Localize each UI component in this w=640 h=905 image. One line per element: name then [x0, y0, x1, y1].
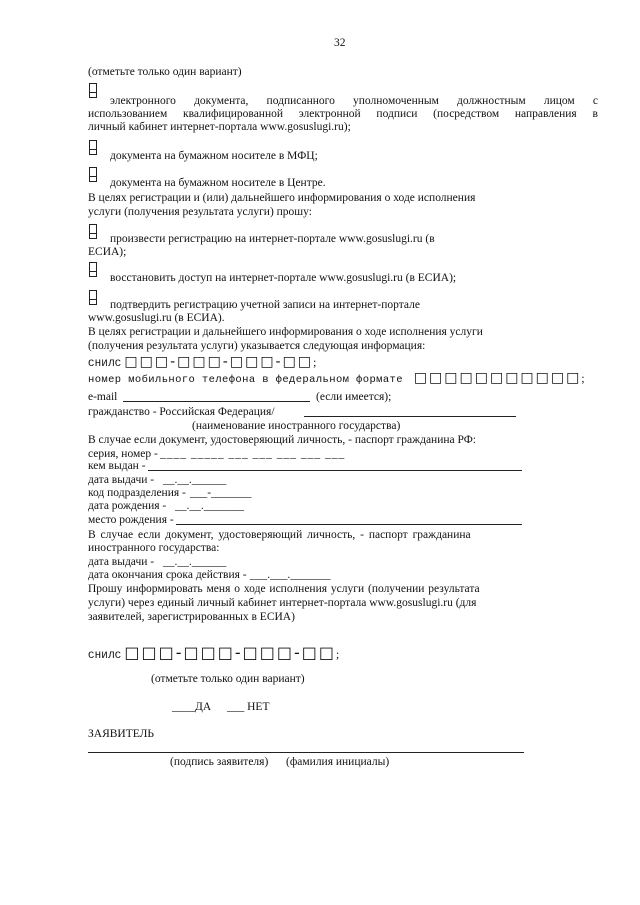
option-register-2: ЕСИА);	[88, 246, 127, 258]
snils-label: СНИЛС	[88, 358, 122, 370]
phone-end: ;	[581, 373, 585, 385]
series-label: серия, номер -	[88, 448, 158, 460]
signature-caption: (подпись заявителя)	[170, 756, 269, 768]
email-field[interactable]	[123, 401, 310, 402]
division-code-label: код подразделения -	[88, 487, 186, 499]
snils-row	[88, 356, 316, 371]
name-caption: (фамилия инициалы)	[286, 756, 390, 768]
info-intro-2: (получения результата услуги) указывается следующая информация:	[88, 340, 426, 352]
word: направления	[514, 108, 577, 120]
no-blank[interactable]: ___	[227, 701, 248, 713]
yes-option[interactable]	[172, 701, 211, 714]
expiry-label: дата окончания срока действия -	[88, 569, 247, 581]
birth-place-label: место рождения -	[88, 514, 174, 526]
issued-by-label: кем выдан -	[88, 460, 146, 472]
series-field[interactable]: ____ _____ ___ ___ ___ ___ ___	[160, 448, 346, 460]
word: с	[592, 95, 598, 107]
snils2-label: СНИЛС	[88, 650, 122, 662]
foreign-state-caption: (наименование иностранного государства)	[192, 420, 401, 432]
birth-place-field[interactable]	[176, 524, 522, 525]
word: подписи	[376, 108, 418, 120]
phone-row	[88, 372, 585, 387]
yes-label: ДА	[195, 701, 212, 713]
word: электронного	[110, 95, 176, 107]
no-label: НЕТ	[247, 701, 270, 713]
email-label: e-mail	[88, 391, 118, 403]
word: квалифицированной	[183, 108, 284, 120]
option-center: документа на бумажном носителе в Центре.	[110, 177, 326, 189]
foreign-intro-2: иностранного государства:	[88, 542, 220, 554]
snils-boxes[interactable]: □□□-□□□-□□□-□□	[124, 354, 314, 370]
checkbox-restore[interactable]	[89, 262, 97, 272]
option-epgu-line1	[110, 95, 598, 108]
checkbox-confirm[interactable]	[89, 290, 97, 300]
citizenship-label: гражданство - Российская Федерация/	[88, 406, 275, 418]
header-note: (отметьте только один вариант)	[88, 66, 242, 78]
reg-intro-1: В целях регистрации и (или) дальнейшего информирования о ходе исполнения	[88, 192, 476, 204]
choose-one-note: (отметьте только один вариант)	[151, 673, 305, 685]
issue-date-field[interactable]: __.__.______	[163, 474, 227, 486]
applicant-label: ЗАЯВИТЕЛЬ	[88, 728, 155, 740]
foreign-intro-1	[88, 529, 485, 542]
notify-2: услуги) через единый личный кабинет интернет-портала www.gosuslugi.ru (для	[88, 597, 477, 609]
option-epgu-line3: личный кабинет интернет-портала www.gosuslugi.ru);	[88, 121, 351, 133]
birth-date-label: дата рождения -	[88, 500, 167, 512]
applicant-signature-line[interactable]	[88, 752, 524, 753]
email-note: (если имеется);	[316, 391, 392, 403]
notify-1: Прошу информировать меня о ходе исполнения услуги (получении результата	[88, 583, 480, 595]
phone-label: номер мобильного телефона в федеральном формате	[88, 374, 403, 386]
option-confirm-2: www.gosuslugi.ru (в ЕСИА).	[88, 312, 225, 324]
foreign-intro-text: В случае если документ, удостоверяющий личность, - паспорт гражданина	[88, 529, 471, 541]
passport-rf-intro: В случае если документ, удостоверяющий личность, - паспорт гражданина РФ:	[88, 434, 476, 446]
birth-date-field[interactable]: __.__._______	[175, 500, 244, 512]
expiry-field[interactable]: ___.___._______	[250, 569, 331, 581]
reg-intro-2: услуги (получения результата услуги) прошу:	[88, 206, 312, 218]
foreign-state-field[interactable]	[304, 416, 516, 417]
yes-blank[interactable]: ____	[172, 701, 195, 713]
checkbox-mfc[interactable]	[89, 140, 97, 150]
option-mfc: документа на бумажном носителе в МФЦ;	[110, 150, 318, 162]
phone-boxes[interactable]: □□□□□□□□□□□	[413, 370, 582, 386]
snils2-row	[88, 643, 340, 663]
word: подписанного	[266, 95, 335, 107]
word: использованием	[88, 108, 168, 120]
issue-date-label: дата выдачи -	[88, 474, 155, 486]
snils2-end: ;	[336, 649, 340, 661]
checkbox-register[interactable]	[89, 224, 97, 234]
checkbox-epgu[interactable]	[89, 83, 97, 93]
word: в	[592, 108, 598, 120]
word: должностным	[457, 95, 526, 107]
notify-3: заявителей, зарегистрированных в ЕСИА)	[88, 611, 295, 623]
issued-by-field[interactable]	[148, 470, 522, 471]
word: документа,	[194, 95, 249, 107]
word: уполномоченным	[353, 95, 439, 107]
word: лицом	[543, 95, 575, 107]
foreign-issue-date-field[interactable]: __.__.______	[163, 556, 227, 568]
info-intro-1: В целях регистрации и дальнейшего информирования о ходе исполнения услуги	[88, 326, 483, 338]
option-register-1: произвести регистрацию на интернет-портале www.gosuslugi.ru (в	[110, 233, 435, 245]
option-restore: восстановить доступ на интернет-портале www.gosuslugi.ru (в ЕСИА);	[110, 272, 457, 284]
checkbox-center[interactable]	[89, 167, 97, 177]
no-option[interactable]	[227, 701, 269, 714]
word: электронной	[298, 108, 361, 120]
snils2-boxes[interactable]: □□□-□□□-□□□-□□	[124, 643, 336, 662]
snils-end: ;	[313, 357, 317, 369]
word: (посредством	[433, 108, 500, 120]
option-epgu-line2	[88, 108, 598, 121]
option-confirm-1: подтвердить регистрацию учетной записи на интернет-портале	[110, 299, 420, 311]
division-code-field[interactable]: ___-_______	[190, 487, 252, 499]
foreign-issue-date-label: дата выдачи -	[88, 556, 155, 568]
page-number: 32	[334, 37, 346, 49]
